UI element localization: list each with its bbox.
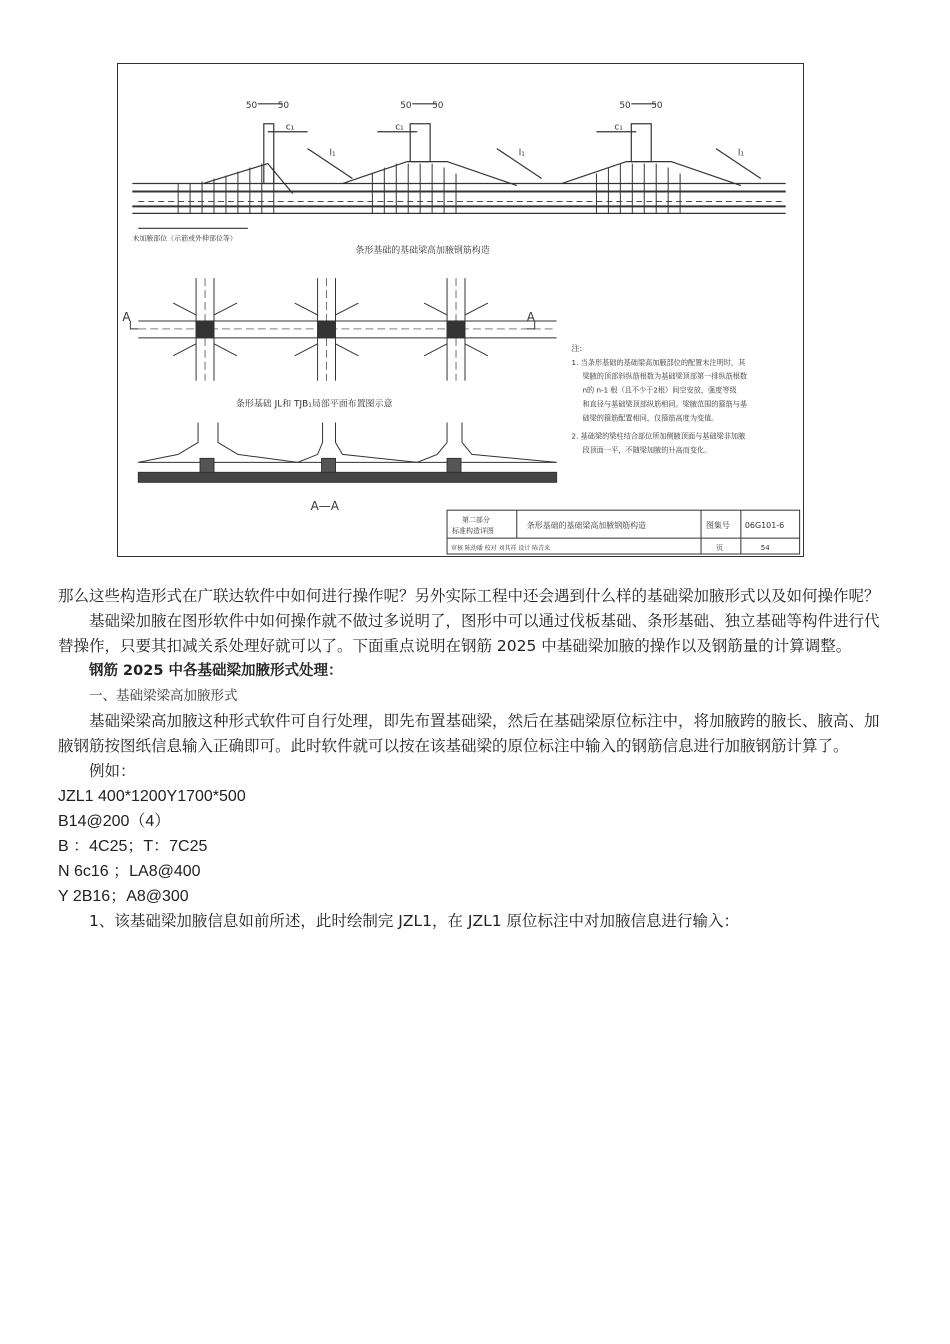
title-block-review-row: 审核 陈幼璠 校对 刘其祥 设计 陈青来 (451, 545, 551, 553)
code-line-1: JZL1 400*1200Y1700*500 (58, 788, 246, 805)
notes-title: 注: (571, 343, 583, 353)
note-line-4: 和直径与基础梁顶部纵筋相同。梁腋范围的箍筋与基 (582, 399, 748, 409)
title-block-atlas-no: 06G101-6 (744, 521, 785, 531)
drawing-figure (117, 63, 804, 557)
elevation-note: 未加腋部位（示筋或外伸部位等） (132, 234, 237, 243)
section-mark-right: A (526, 309, 535, 324)
foundation-beam-drawing (118, 64, 803, 556)
title-block-part-1: 第二部分 (461, 516, 490, 525)
plan-view (130, 278, 556, 381)
paragraph-1: 那么这些构造形式在广联达软件中如何进行操作呢？另外实际工程中还会遇到什么样的基础梁加腋形式以及如何操作呢？ (58, 587, 880, 605)
title-block-page-label: 页 (715, 544, 723, 553)
paragraph-2: 基础梁加腋在图形软件中如何操作就不做过多说明了，图形中可以通过伐板基础、条形基础、独立基础等构件进行代替操作，只要其扣减关系处理好就可以了。下面重点说明在钢筋 2025 中基础梁加腋的操作以及钢筋量的计算调整。 (58, 612, 880, 655)
dim-c1-2: c₁ (395, 122, 404, 133)
note-line-6: 2. 基础梁的梁柱结合部位所加侧腋顶面与基础梁非加腋 (571, 431, 746, 441)
dim-50-5: 50 (619, 100, 631, 111)
code-line-2: B14@200（4） (58, 813, 171, 830)
section-caption: A—A (310, 499, 339, 514)
plan-caption: 条形基础 JL和 TJB₁局部平面布置图示意 (235, 399, 393, 410)
paragraph-4: 1、该基础梁加腋信息如前所述，此时绘制完 JZL1，在 JZL1 原位标注中对加腋信息进行输入： (89, 912, 740, 930)
title-block-part-2: 标准构造详图 (452, 527, 494, 536)
dim-c1-1: c₁ (285, 122, 295, 133)
document-body (58, 584, 893, 934)
paragraph-3: 基础梁梁高加腋这种形式软件可自行处理，即先布置基础梁，然后在基础梁原位标注中，将加腋跨的腋长、腋高、加腋钢筋按图纸信息输入正确即可。此时软件就可以按在该基础梁的原位标注中输入的钢筋信息进行加腋钢筋计算了。 (58, 712, 880, 755)
dim-c1-3: c₁ (614, 122, 623, 133)
elevation-view (132, 104, 785, 228)
dim-50-3: 50 (400, 100, 412, 111)
section-mark-left: A (122, 309, 131, 324)
section-heading: 钢筋 2025 中各基础梁加腋形式处理： (89, 663, 343, 679)
dim-50-1: 50 (245, 100, 258, 111)
dim-l-2: l₁ (518, 148, 525, 159)
dim-50-2: 50 (277, 100, 290, 111)
code-line-4: N 6c16 ；LA8@400 (58, 863, 201, 880)
code-line-3: B ：4C25；T：7C25 (58, 838, 208, 855)
dim-l-3: l₁ (737, 148, 744, 159)
note-line-7: 段顶面一平，不随梁加腋的升高而变化。 (582, 445, 712, 455)
dim-50-6: 50 (651, 100, 663, 111)
note-line-1: 1. 当条形基础的基础梁高加腋部位的配置未注明时，其 (571, 357, 746, 367)
subsection-heading: 一、基础梁梁高加腋形式 (89, 688, 238, 704)
dim-50-4: 50 (432, 100, 444, 111)
code-line-5: Y 2B16；A8@300 (58, 888, 189, 905)
title-block-title: 条形基础的基础梁高加腋钢筋构造 (526, 521, 647, 531)
note-line-5: 础梁的箍筋配置相同，仅箍筋高度为变值。 (582, 413, 719, 423)
example-label: 例如： (89, 762, 136, 780)
section-view (138, 423, 556, 483)
elevation-caption: 条形基础的基础梁高加腋钢筋构造 (355, 246, 490, 257)
note-line-2: 梁腋的顶部斜纵筋根数为基础梁顶部第一排纵筋根数 (582, 371, 748, 381)
title-block-atlas-label: 图集号 (706, 521, 730, 531)
title-block-page-no: 54 (760, 544, 770, 553)
dim-l-1: l₁ (329, 148, 336, 159)
note-line-3: n的 n-1 根（且不少于2根）间空安放，强度等级 (582, 385, 737, 395)
